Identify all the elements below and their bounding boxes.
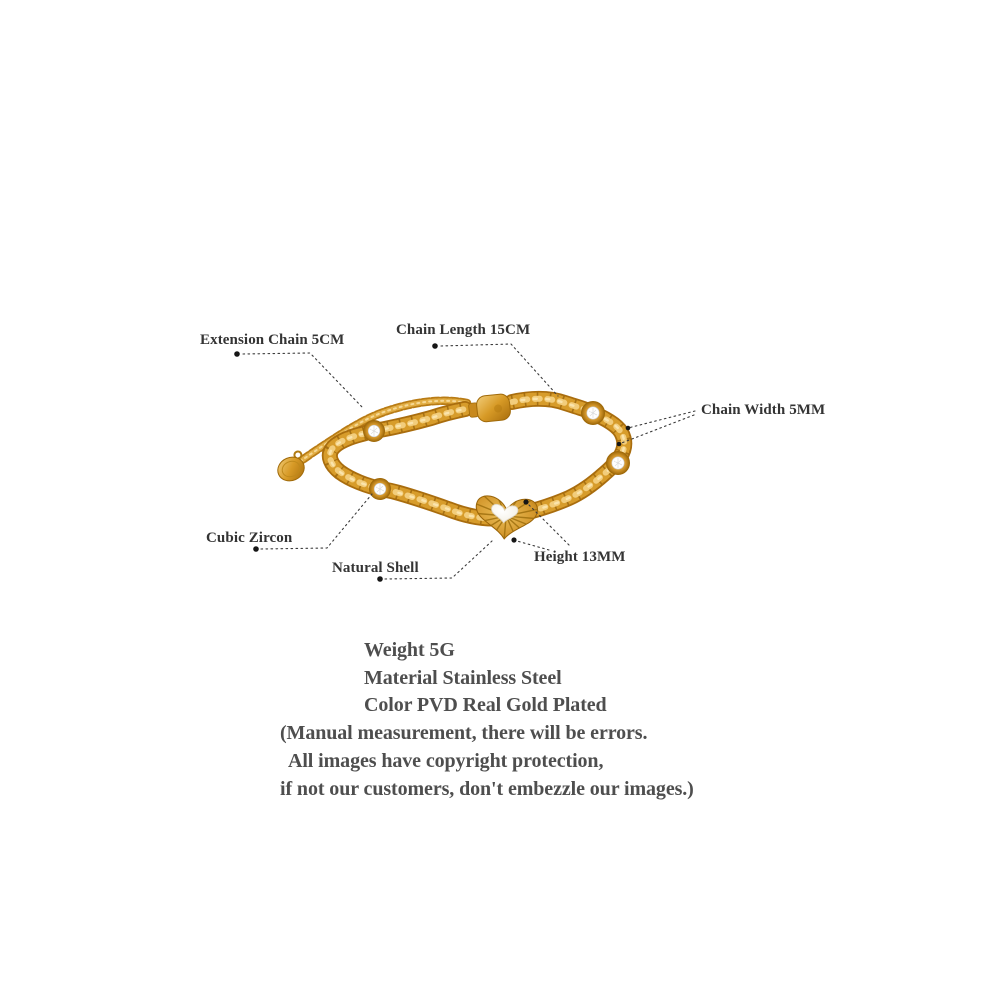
zircon-stone bbox=[364, 421, 385, 442]
spec-color: Color PVD Real Gold Plated bbox=[364, 694, 607, 716]
callout-chain-width: Chain Width 5MM bbox=[701, 402, 826, 418]
dot-natural-shell bbox=[377, 576, 383, 582]
zircon-stone bbox=[370, 479, 391, 500]
callout-height: Height 13MM bbox=[534, 549, 626, 565]
disclaimer-line-3: if not our customers, don't embezzle our images.) bbox=[280, 778, 694, 800]
leader-extension-chain bbox=[243, 353, 363, 408]
zircon-stone bbox=[607, 452, 630, 475]
zircon-stone bbox=[582, 402, 605, 425]
callout-cubic-zircon: Cubic Zircon bbox=[206, 530, 293, 546]
spec-material: Material Stainless Steel bbox=[364, 667, 562, 689]
dot-chain-width-upper bbox=[626, 426, 631, 431]
disclaimer-line-2: All images have copyright protection, bbox=[288, 750, 604, 772]
leader-chain-length bbox=[441, 344, 558, 396]
callout-chain-length: Chain Length 15CM bbox=[396, 322, 531, 338]
disclaimer-line-1: (Manual measurement, there will be errors. bbox=[280, 722, 648, 744]
dot-height-bottom bbox=[511, 537, 516, 542]
callout-extension-chain: Extension Chain 5CM bbox=[200, 332, 345, 348]
clasp bbox=[468, 393, 511, 423]
dot-cubic-zircon bbox=[253, 546, 259, 552]
leader-chain-width-upper bbox=[628, 411, 695, 428]
dot-extension-chain bbox=[234, 351, 240, 357]
dot-chain-width-lower bbox=[617, 442, 622, 447]
heart-pendant bbox=[471, 488, 541, 544]
spec-weight: Weight 5G bbox=[364, 639, 455, 661]
callout-natural-shell: Natural Shell bbox=[332, 560, 419, 576]
dot-height-top bbox=[523, 499, 528, 504]
dot-chain-length bbox=[432, 343, 438, 349]
